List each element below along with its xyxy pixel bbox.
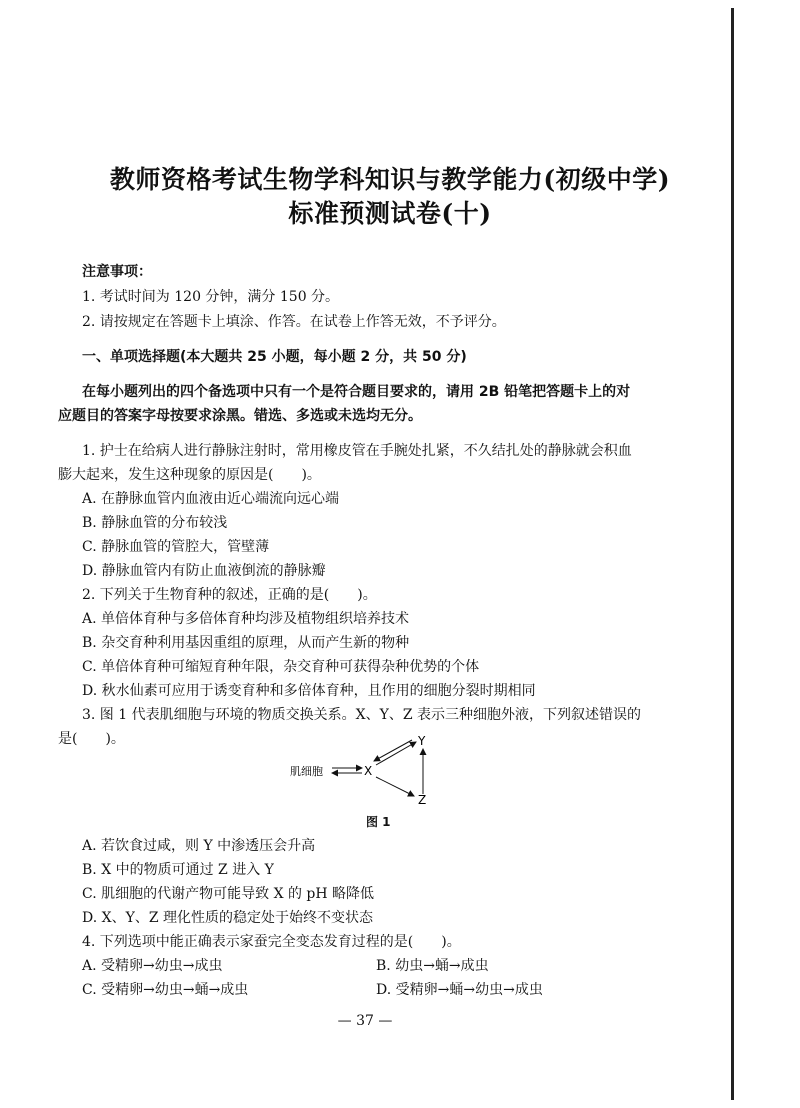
q2-option-d: D. 秋水仙素可应用于诱变育种和多倍体育种，且作用的细胞分裂时期相同: [82, 683, 536, 699]
notice-item-1: 1. 考试时间为 120 分钟，满分 150 分。: [82, 289, 340, 305]
q4-option-c: C. 受精卵→幼虫→蛹→成虫: [82, 982, 249, 998]
q1-option-d: D. 静脉血管内有防止血液倒流的静脉瓣: [82, 563, 326, 579]
section-instruction-line1: 在每小题列出的四个备选项中只有一个是符合题目要求的，请用 2B 铅笔把答题卡上的对: [82, 384, 631, 400]
q1-option-a: A. 在静脉血管内血液由近心端流向远心端: [82, 491, 340, 507]
q4-option-b: B. 幼虫→蛹→成虫: [376, 958, 489, 974]
notice-heading: 注意事项：: [82, 264, 152, 280]
q3-option-c: C. 肌细胞的代谢产物可能导致 X 的 pH 略降低: [82, 886, 375, 902]
q4-option-a: A. 受精卵→幼虫→成虫: [82, 958, 223, 974]
figure-z-label: Z: [418, 793, 427, 807]
figure-cell-label: 肌细胞: [290, 765, 323, 778]
q1-option-b: B. 静脉血管的分布较浅: [82, 515, 228, 531]
q2-stem: 2. 下列关于生物育种的叙述，正确的是( )。: [82, 587, 377, 603]
q4-option-d: D. 受精卵→蛹→幼虫→成虫: [376, 982, 543, 998]
exam-title-line1: 教师资格考试生物学科知识与教学能力(初级中学): [109, 165, 671, 194]
q4-stem: 4. 下列选项中能正确表示家蚕完全变态发育过程的是( )。: [82, 934, 461, 950]
figure-x-label: X: [364, 764, 373, 778]
arrow-x-to-z: [376, 777, 414, 796]
q3-option-d: D. X、Y、Z 理化性质的稳定处于始终不变状态: [82, 910, 374, 926]
q2-option-b: B. 杂交育种利用基因重组的原理，从而产生新的物种: [82, 635, 410, 651]
section-heading: 一、单项选择题(本大题共 25 小题，每小题 2 分，共 50 分): [82, 349, 467, 365]
q2-option-a: A. 单倍体育种与多倍体育种均涉及植物组织培养技术: [82, 611, 410, 627]
exam-title-line2: 标准预测试卷(十): [288, 199, 492, 228]
figure-y-label: Y: [418, 734, 426, 748]
q3-stem-line2: 是( )。: [58, 731, 125, 747]
q3-option-a: A. 若饮食过咸，则 Y 中渗透压会升高: [82, 838, 316, 854]
q1-stem-line2: 膨大起来，发生这种现象的原因是( )。: [58, 467, 321, 483]
q1-stem-line1: 1. 护士在给病人进行静脉注射时，常用橡皮管在手腕处扎紧，不久结扎处的静脉就会积血: [82, 443, 632, 459]
q3-option-b: B. X 中的物质可通过 Z 进入 Y: [82, 862, 274, 878]
figure-1-caption: 图 1: [366, 815, 391, 829]
q3-stem-line1: 3. 图 1 代表肌细胞与环境的物质交换关系。X、Y、Z 表示三种细胞外液，下列叙述错误的: [82, 707, 641, 723]
notice-item-2: 2. 请按规定在答题卡上填涂、作答。在试卷上作答无效，不予评分。: [82, 314, 506, 330]
arrow-x-to-y: [376, 742, 416, 765]
figure-1-diagram: [290, 734, 450, 810]
q2-option-c: C. 单倍体育种可缩短育种年限，杂交育种可获得杂种优势的个体: [82, 659, 480, 675]
section-instruction-line2: 应题目的答案字母按要求涂黑。错选、多选或未选均无分。: [58, 408, 422, 424]
page-number: — 37 —: [337, 1013, 393, 1029]
arrow-y-to-x: [374, 740, 412, 761]
q1-option-c: C. 静脉血管的管腔大，管壁薄: [82, 539, 270, 555]
